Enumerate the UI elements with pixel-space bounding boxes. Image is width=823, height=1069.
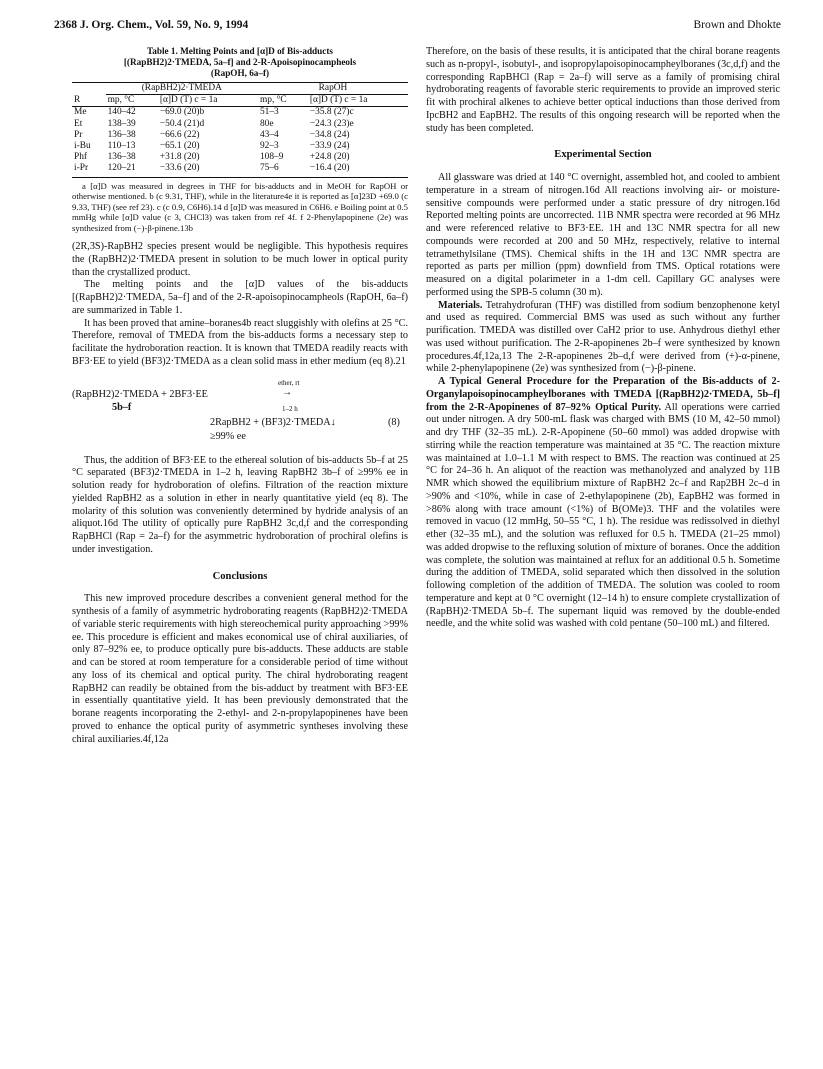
table-cell: 120–21	[106, 163, 158, 177]
equation-ee: ≥99% ee	[210, 430, 246, 442]
table-cell: +31.8 (20)	[159, 152, 200, 163]
right-column	[426, 46, 780, 631]
table-cell: −34.8 (24)	[309, 129, 350, 140]
table-cell: −33.9 (24)	[309, 141, 350, 152]
paragraph: Therefore, on the basis of these results, it is anticipated that the chiral borane reagents such as n-propyl-, isobutyl-, and isopropylapoisopinocampheylboranes (3c,d,f) and the corresponding RapBHCl (Rap = 2a–f) will serve as a family of promising chiral hydroborating reagents of favorable steric requirements to provide an improved steric fit with prochiral alkenes to achieve better optical inductions than those derived from IpcBH2 and EapBH2. The results of this ongoing research will be reported when the study has been completed.	[426, 46, 780, 134]
table-cell: 136–38	[107, 152, 136, 163]
table-cell: −16.4 (20)	[308, 163, 408, 177]
table-header-row	[72, 95, 408, 107]
table-cell: −33.6 (20)	[158, 163, 258, 177]
table-column-header: mp, °C	[259, 95, 287, 106]
paragraph: All glassware was dried at 140 °C overnight, assembled hot, and cooled to ambient temperature in a stream of nitrogen.16d All reactions involving air- or moisture-sensitive compounds were performed under a static pressure of dry nitrogen.16d Reported melting points are uncorrected. 11B NMR spectra were recorded at 96 MHz and were referenced relative to BF3·EE. 1H and 13C NMR spectra for all new compounds were recorded at 200 and 50 MHz, respectively, relative to internal tetramethylsilane (TMS). Chemical shifts in the 1H and 13C NMR spectra are reported as parts per million (ppm) downfield from TMS. Optical rotations were measured on a digital polarimeter in a 1-dm cell. Capillary GC analyses were performed using the SPB-5 column (30 m).	[426, 172, 780, 298]
table-column-header: [α]D (T) c = 1a	[309, 95, 368, 106]
table-cell: 92–3	[259, 141, 279, 152]
paragraph: It has been proved that amine–boranes4b react sluggishly with olefins at 25 °C. Therefore, removal of TMEDA from the bis-adducts forms a necessary step to facilitate the hydroboration reaction. It is known that TMEDA readily reacts with BF3·EE to yield (BF3)2·TMEDA as a clean solid mass in ether medium (eq 8).21	[72, 317, 408, 367]
paragraph-body: All operations were carried out under nitrogen. A dry 500-mL flask was charged with BMS (10 M, 42–50 mmol) and dry THF (32–35 mL). 2-R-Apopinene (50–60 mmol) was added dropwise with stirring while the reaction temperature was maintained at 35 °C. The reaction mixture was maintained at 1.0–1.1 M with respect to BMS. The reaction was continued at 25 °C for 24–36 h. An aliquot of the reaction was methanolyzed and analyzed by 11B NMR which showed the equilibrium mixture of RapBH2 2c–f and Rap2BH 2c–d in >90% and <10%, while in case of 2-ethylapopinene (2b), EapBH2 was formed in >86% along with trace amount (<1%) of B(OMe)3. THF and the volatiles were removed in vacuo (12 mmHg, 50–55 °C, 1 h). The residue was redissolved in diethyl ether (32–35 mL), and the solution was refluxed for 0.5 h. TMEDA (21–25 mmol) was added dropwise to the refluxing solution of mixture of boranes. Once the addition was complete, the solution was maintained at reflux for an additional 0.5 h. Sometime during the addition of TMEDA, solid separated which then dissolved in the solution following completion of the addition of TMEDA. The solution was cooled to room temperature and kept at 0 °C overnight (12–14 h) to ensure complete crystallization of (RapBH)2·TMEDA 5b–f. The supernant liquid was removed by the double-ended needle, and the white solid was washed with cold pentane (50–100 mL) and filtered.	[426, 401, 780, 630]
table-caption-line: (RapOH, 6a–f)	[210, 68, 270, 78]
table-cell: −50.4 (21)d	[159, 118, 205, 129]
paragraph: This new improved procedure describes a convenient general method for the synthesis of a family of asymmetric hydroborating reagents (RapBH2)2·TMEDA of variable steric requirements with high stereochemical purity approaching >99% ee. This procedure is efficient and makes economical use of chiral auxiliaries, of only 87–92% ee, to produce optically pure bis-adducts. These adducts are stable and can be stored at room temperature for a considerable period of time without any loss of its chemical and optical purity. The chiral hydroborating reagent RapBH2 can readily be obtained from the bis-adduct by treatment with BF3·EE in essentially quantitative yield. It has been previously demonstrated that the borane reagents incorporating the 2-ethyl- and 2-n-propylapopinenes have been proved to enhance the optical purity of asymmetric syntheses involving these chiral auxiliaries.4f,12a	[72, 593, 408, 745]
paragraph-body: Tetrahydrofuran (THF) was distilled from sodium benzophenone ketyl and used as required. Commercial BMS was used as such without any further purification. TMEDA was distilled over CaH2 prior to use. Anhydrous diethyl ether was used without purification. The 2-R-apopinenes 2b–f were synthesized by known procedures.4f,12a,13 The 2-R-apopinenes 2b–d,f were derived from (+)-α-pinene, while 2-phenylapopinene (2e) was synthesized from (−)-β-pinene.	[426, 299, 780, 375]
table-row	[72, 107, 408, 119]
equation-rhs: 2RapBH2 + (BF3)2·TMEDA↓	[210, 416, 336, 428]
table-caption	[72, 46, 408, 79]
table-cell: Me	[74, 107, 87, 118]
table-caption-line: [(RapBH2)2·TMEDA, 5a–f] and 2-R-Apoisopinocampheols	[123, 57, 357, 67]
equation-time: 1–2 h	[282, 404, 298, 413]
table-cell: +24.8 (20)	[309, 152, 350, 163]
equation-8	[72, 375, 408, 447]
table-footnote-text: a [α]D was measured in degrees in THF for bis-adducts and in MeOH for RapOH or otherwise mentioned. b (c 9.31, THF), while in the literature4e it is reported as [α]23D +69.0 (c 9.33, THF) (see ref 23). c (c 0.9, C6H6).14 d [α]D was measured in C6H6. e Boiling point at 0.5 mmHg while [α]D value (c 3, CHCl3) was taken from ref 4f. f 2-Phenylapopinene (2e) was synthesized from (−)-β-pinene.13b	[72, 180, 408, 233]
table-caption-line: Table 1. Melting Points and [α]D of Bis-adducts	[146, 46, 333, 56]
equation-conditions: ether, rt	[278, 378, 300, 387]
table-cell: 110–13	[107, 141, 136, 152]
equation-label: 5b–f	[112, 401, 132, 413]
table-cell: 75–6	[258, 163, 308, 177]
table-footnote	[72, 181, 408, 234]
table-cell: 43–4	[259, 129, 279, 140]
table-row	[72, 152, 408, 163]
paragraph: The melting points and the [α]D values of the bis-adducts [(RapBH2)2·TMEDA, 5a–f] and of the 2-R-apoisopinocampheols (RapOH, 6a–f) are summarized in Table 1.	[72, 279, 408, 316]
table-cell: −35.8 (27)c	[309, 107, 354, 118]
paragraph-lead: A Typical General Procedure for the Preparation of the Bis-adducts of 2-Organylapoisopinocampheylboranes with TMEDA [(RapBH2)2·TMEDA, 5b–f] from the 2-R-Apopinenes of 87–92% Optical Purity.	[426, 376, 780, 413]
table-row	[72, 163, 408, 177]
table-cell: Et	[74, 118, 83, 129]
table-cell: −69.0 (20)b	[159, 107, 205, 118]
table-group-header: (RapBH2)2·TMEDA	[106, 83, 258, 95]
equation-lhs: (RapBH2)2·TMEDA + 2BF3·EE	[72, 388, 208, 400]
table-cell: 51–3	[259, 107, 279, 118]
table-cell: i-Pr	[72, 163, 106, 177]
paragraph	[426, 300, 780, 377]
table-cell: 80e	[259, 118, 274, 129]
left-column	[72, 46, 408, 746]
paragraph: (2R,3S)-RapBH2 species present would be negligible. This hypothesis requires the (RapBH2)2·TMEDA present in solution to be much lower in optical purity than the crystallized product.	[72, 241, 408, 278]
table-column-header: R	[74, 94, 81, 105]
authors: Brown and Dhokte	[693, 19, 781, 31]
paragraph	[426, 376, 780, 631]
table-cell: −65.1 (20)	[159, 141, 200, 152]
section-heading: Experimental Section	[554, 149, 652, 161]
table-group-header: RapOH	[258, 83, 408, 95]
table-row	[72, 141, 408, 152]
paragraph: Thus, the addition of BF3·EE to the ethereal solution of bis-adducts 5b–f at 25 °C separated (BF3)2·TMEDA in 1–2 h, leaving RapBH2 3b–f of ≥99% ee in solution ready for hydroboration of olefins. Filtration of the reaction mixture yielded RapBH2 as a solution in ether in nearly quantitative yield (eq 8). The molarity of this solution was conveniently determined by hydride analysis of an aliquot.16d The utility of optically pure RapBH2 3c,d,f and the corresponding RapBHCl (Rap = 2a–f) for the asymmetric hydroboration of prochiral olefins is under investigation.	[72, 454, 408, 555]
running-header	[54, 19, 781, 35]
table-cell: i-Bu	[74, 141, 91, 152]
table-column-header: [α]D (T) c = 1a	[159, 95, 218, 106]
table-cell: −66.6 (22)	[159, 129, 200, 140]
table-body	[72, 107, 408, 177]
table-row	[72, 119, 408, 130]
equation-arrow: →	[282, 386, 293, 398]
table-cell: 136–38	[107, 129, 136, 140]
table-cell: Phf	[74, 152, 88, 163]
table-cell: 140–42	[107, 107, 136, 118]
data-table	[72, 82, 408, 178]
paragraph-lead: Materials.	[438, 299, 483, 311]
table-cell: 108–9	[259, 152, 284, 163]
equation-number: (8)	[388, 416, 400, 428]
section-heading: Conclusions	[212, 570, 268, 582]
table-cell: Pr	[74, 129, 83, 140]
table-column-header: mp, °C	[107, 95, 135, 106]
table-cell: 138–39	[107, 118, 136, 129]
table-row	[72, 130, 408, 141]
table-cell: −24.3 (23)e	[309, 118, 354, 129]
journal-citation: 2368 J. Org. Chem., Vol. 59, No. 9, 1994	[54, 19, 249, 31]
